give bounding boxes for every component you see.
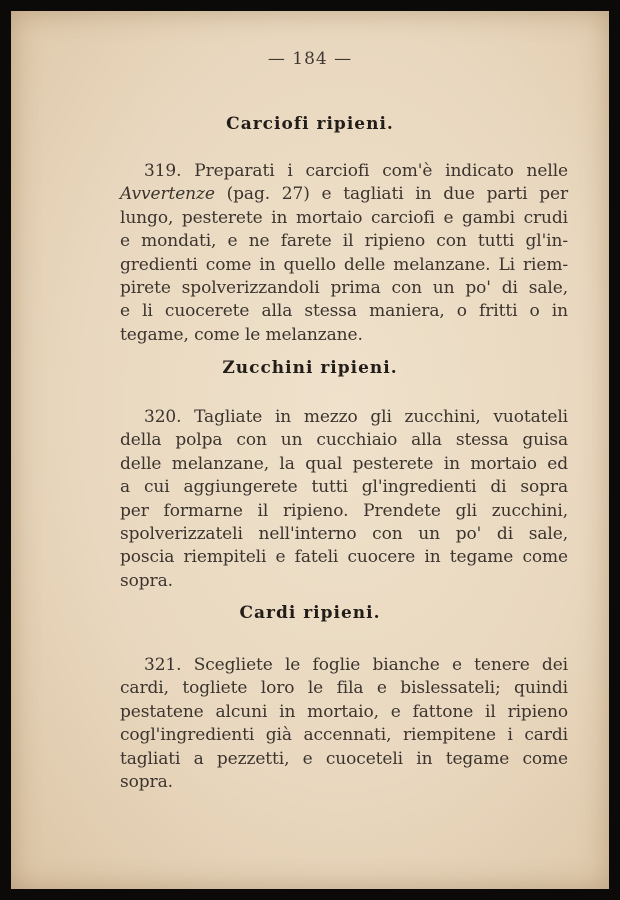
section-title-cardi: Cardi ripieni. xyxy=(239,603,381,623)
text-line: per formarne il ripieno. Prendete gli zucchini, xyxy=(120,500,568,521)
text-line: e li cuocerete alla stessa maniera, o fritti o in xyxy=(120,301,568,322)
text-line: cogl'ingredienti già accennati, riempitene i cardi xyxy=(120,725,568,746)
paragraph-319 xyxy=(120,160,568,347)
text-line: Avvertenze (pag. 27) e tagliati in due parti per xyxy=(120,184,568,205)
paragraph-320 xyxy=(120,406,568,593)
book-page xyxy=(11,11,609,889)
text-line: della polpa con un cucchiaio alla stessa guisa xyxy=(120,430,568,451)
text-line: poscia riempiteli e fateli cuocere in tegame come xyxy=(120,547,568,568)
text-line: tagliati a pezzetti, e cuoceteli in tegame come xyxy=(120,748,568,769)
text-line: e mondati, e ne farete il ripieno con tutti gl'in- xyxy=(120,231,568,252)
text-line: sopra. xyxy=(120,570,173,591)
text-line: 319. Preparati i carciofi com'è indicato nelle xyxy=(144,161,568,181)
text-line: spolverizzateli nell'interno con un po' di sale, xyxy=(120,523,568,544)
page-number: — 184 — xyxy=(267,49,353,69)
text-line: sopra. xyxy=(120,771,173,792)
text-line: 321. Scegliete le foglie bianche e tenere dei xyxy=(144,655,568,675)
text-line: cardi, togliete loro le fila e bislessateli; quindi xyxy=(120,678,568,699)
section-title-carciofi: Carciofi ripieni. xyxy=(226,114,394,134)
text-line: pestatene alcuni in mortaio, e fattone il ripieno xyxy=(120,701,568,722)
paragraph-321 xyxy=(120,654,568,794)
text-line: tegame, come le melanzane. xyxy=(120,324,363,345)
text-line: delle melanzane, la qual pesterete in mortaio ed xyxy=(120,453,568,474)
text-line: pirete spolverizzandoli prima con un po' di sale, xyxy=(120,277,568,298)
text-line: a cui aggiungerete tutti gl'ingredienti di sopra xyxy=(120,477,568,498)
text-line: gredienti come in quello delle melanzane. Li riem- xyxy=(120,254,568,275)
text-line: 320. Tagliate in mezzo gli zucchini, vuotateli xyxy=(144,407,568,427)
section-title-zucchini: Zucchini ripieni. xyxy=(222,358,398,378)
italic-reference: Avvertenze xyxy=(120,184,215,205)
text-line: lungo, pesterete in mortaio carciofi e gambi crudi xyxy=(120,207,568,228)
